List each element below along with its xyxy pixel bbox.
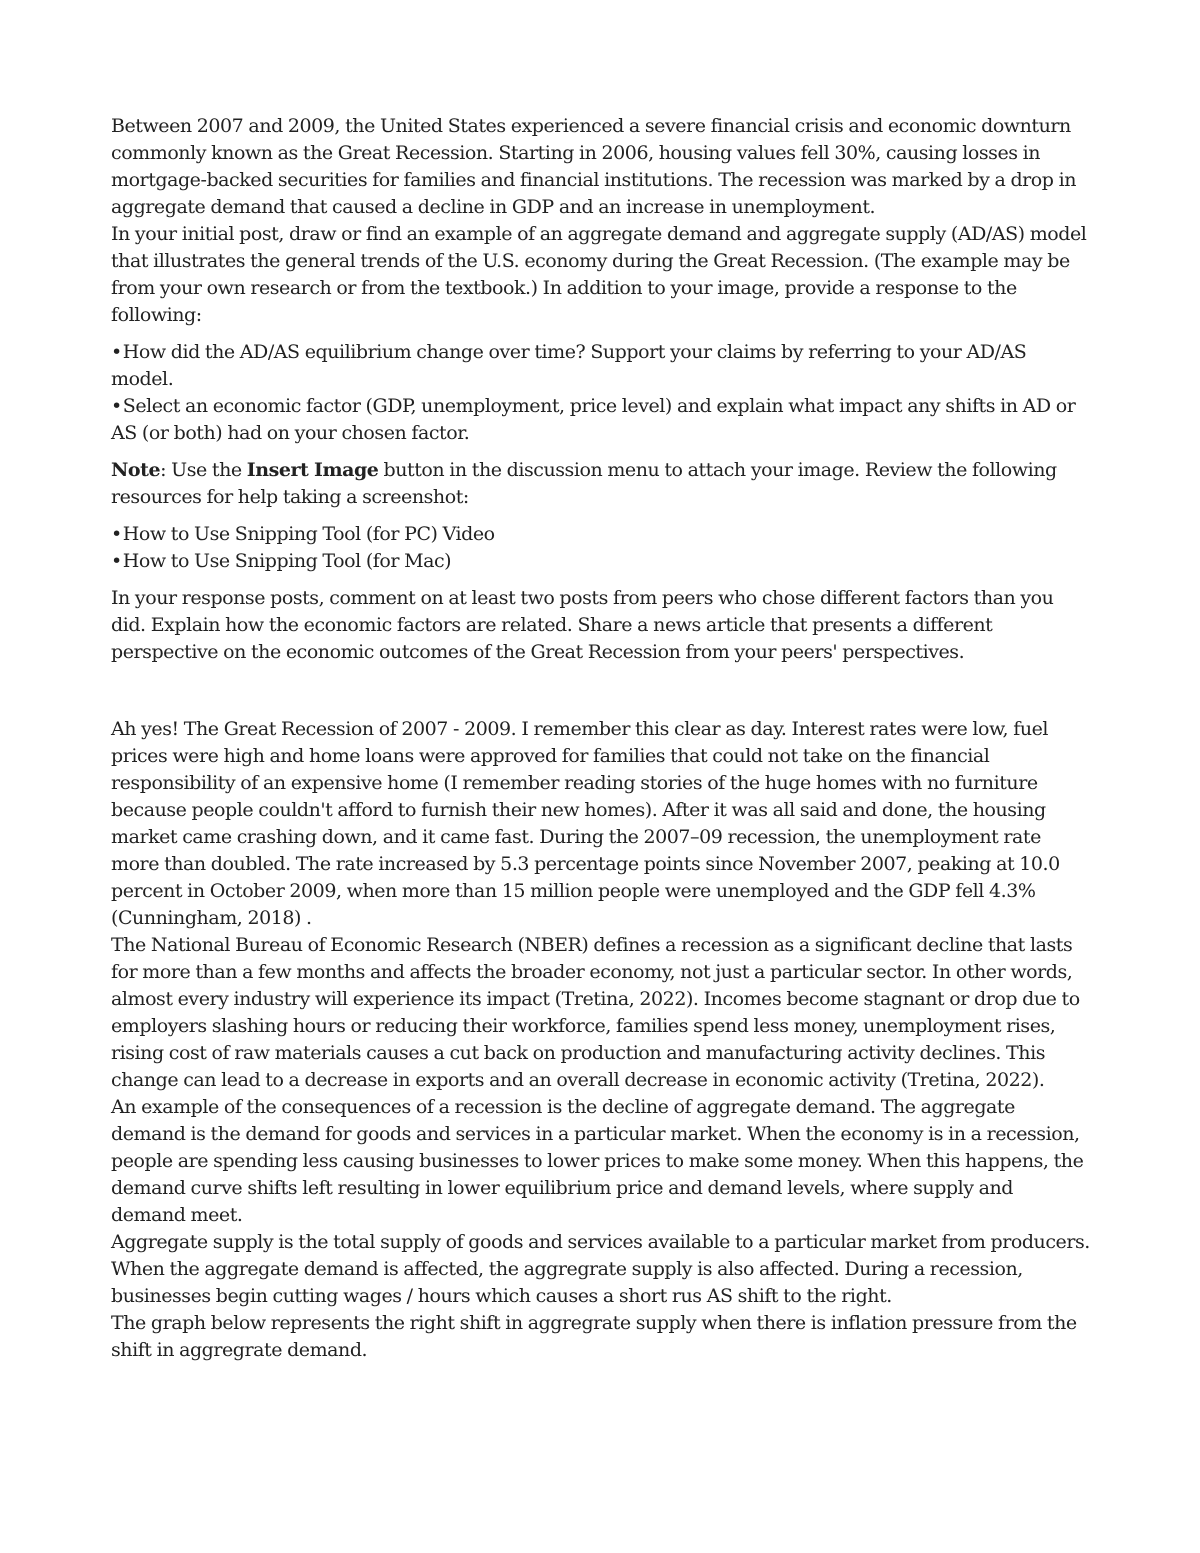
question-text: How did the AD/AS equilibrium change over time? Support your claims by referring to your AD/AS model. — [111, 341, 1027, 390]
document-page — [111, 113, 1091, 1364]
note-paragraph — [111, 457, 1091, 511]
bullet-icon: • — [111, 341, 122, 363]
list-item — [111, 393, 1091, 447]
resource-link: How to Use Snipping Tool (for Mac) — [122, 550, 452, 572]
note-text-a: : Use the — [160, 459, 247, 481]
response-instructions: In your response posts, comment on at least two posts from peers who chose different factors than you did. Explain how the economic factors are related. Share a news article that presents a different perspective on the economic outcomes of the Great Recession from your peers' perspectives. — [111, 587, 1054, 663]
bullet-icon: • — [111, 395, 122, 417]
prompt-instructions: In your initial post, draw or find an example of an aggregate demand and aggregate supply (AD/AS) model that illustrates the general trends of the U.S. economy during the Great Recession. (The example may be from your own research or from the textbook.) In addition to your image, provide a response to the following: — [111, 223, 1087, 326]
response-paragraph-5: The graph below represents the right shift in aggregrate supply when there is inflation pressure from the shift in aggregrate demand. — [111, 1312, 1077, 1361]
response-paragraph-1: Ah yes! The Great Recession of 2007 - 2009. I remember this clear as day. Interest rates were low, fuel prices were high and home loans were approved for families that could not take on the financial responsibility of an expensive home (I remember reading stories of the huge homes with no furniture because people couldn't afford to furnish their new homes). After it was all said and done, the housing market came crashing down, and it came fast. During the 2007–09 recession, the unemployment rate more than doubled. The rate increased by 5.3 percentage points since November 2007, peaking at 10.0 percent in October 2009, when more than 15 million people were unemployed and the GDP fell 4.3% (Cunningham, 2018) . — [111, 718, 1060, 929]
note-text-b: button in the discussion menu to attach your image. Review the following resources for help taking a screenshot: — [111, 459, 1057, 508]
question-text: Select an economic factor (GDP, unemployment, price level) and explain what impact any shifts in AD or AS (or both) had on your chosen factor. — [111, 395, 1076, 444]
bullet-icon: • — [111, 550, 122, 572]
note-label: Note — [111, 459, 161, 481]
question-list — [111, 339, 1091, 447]
list-item — [111, 548, 1091, 575]
response-paragraph-4: Aggregate supply is the total supply of goods and services available to a particular market from producers. When the aggregate demand is affected, the aggregrate supply is also affected. During a recession, businesses begin cutting wages / hours which causes a short rus AS shift to the right. — [111, 1231, 1090, 1307]
prompt-intro: Between 2007 and 2009, the United States experienced a severe financial crisis and economic downturn commonly known as the Great Recession. Starting in 2006, housing values fell 30%, causing losses in mortgage-backed securities for families and financial institutions. The recession was marked by a drop in aggregate demand that caused a decline in GDP and an increase in unemployment. — [111, 115, 1077, 218]
bullet-icon: • — [111, 523, 122, 545]
response-paragraph-2: The National Bureau of Economic Research (NBER) defines a recession as a significant decline that lasts for more than a few months and affects the broader economy, not just a particular sector. In other words, almost every industry will experience its impact (Tretina, 2022). Incomes become stagnant or drop due to employers slashing hours or reducing their workforce, families spend less money, unemployment rises, rising cost of raw materials causes a cut back on production and manufacturing activity declines. This change can lead to a decrease in exports and an overall decrease in economic activity (Tretina, 2022). — [111, 934, 1080, 1091]
resource-list — [111, 521, 1091, 575]
list-item — [111, 521, 1091, 548]
list-item — [111, 339, 1091, 393]
resource-link: How to Use Snipping Tool (for PC) Video — [122, 523, 495, 545]
response-paragraph-3: An example of the consequences of a recession is the decline of aggregate demand. The aggregate demand is the demand for goods and services in a particular market. When the economy is in a recession, people are spending less causing businesses to lower prices to make some money. When this happens, the demand curve shifts left resulting in lower equilibrium price and demand levels, where supply and demand meet. — [111, 1096, 1084, 1226]
insert-image-label: Insert Image — [246, 459, 379, 481]
